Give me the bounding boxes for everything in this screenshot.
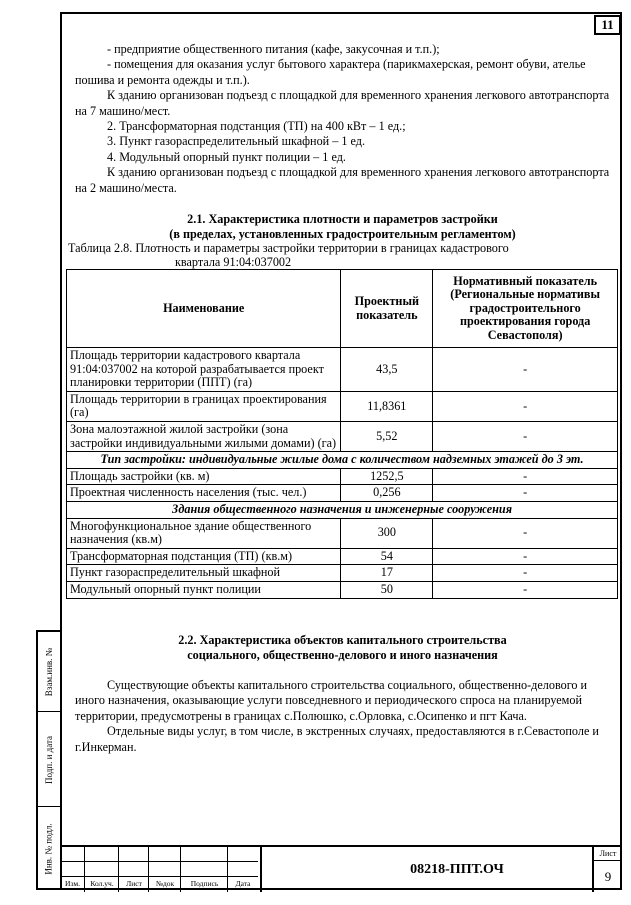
sheet-label: Лист bbox=[594, 849, 622, 861]
document-code: 08218-ППТ.ОЧ bbox=[260, 847, 631, 892]
paragraph: - предприятие общественного питания (кафе, закусочная и т.п.); bbox=[107, 42, 440, 56]
side-label-inv-orig: Инв. № подл. bbox=[44, 822, 54, 875]
table-cell: Пункт газораспределительный шкафной bbox=[67, 565, 341, 582]
side-strip bbox=[36, 630, 60, 890]
table-cell: 300 bbox=[341, 518, 433, 548]
stamp-label: Кол.уч. bbox=[90, 879, 114, 888]
table-cell: 1252,5 bbox=[341, 468, 433, 485]
table-row bbox=[67, 348, 618, 392]
parameters-table bbox=[66, 269, 618, 599]
table-row bbox=[67, 565, 618, 582]
title-block bbox=[60, 845, 622, 890]
table-caption: Таблица 2.8. Плотность и параметры застройки территории в границах кадастрового bbox=[68, 241, 509, 256]
table-cell: Зона малоэтажной жилой застройки (зона застройки индивидуальными жилыми домами) (га) bbox=[67, 421, 341, 451]
table-row bbox=[67, 468, 618, 485]
table-cell: Площадь территории кадастрового квартала 91:04:037002 на которой разрабатывается проект планировки территории (ППТ) (га) bbox=[67, 348, 341, 392]
table-cell: Площадь территории в границах проектирования (га) bbox=[67, 391, 341, 421]
table-header-row bbox=[67, 270, 618, 348]
section-title: 2.2. Характеристика объектов капитального строительства bbox=[178, 633, 507, 647]
section-title: 2.1. Характеристика плотности и параметров застройки bbox=[187, 212, 498, 227]
paragraph: К зданию организован подъезд с площадкой для временного хранения легкового автотранспорта на 7 машино/мест. bbox=[75, 88, 610, 118]
table-header: Наименование bbox=[67, 270, 341, 348]
table-row bbox=[67, 581, 618, 598]
paragraph: К зданию организован подъезд с площадкой для временного хранения легкового автотранспорта на 2 машино/места. bbox=[75, 165, 610, 195]
table-cell: 11,8361 bbox=[341, 391, 433, 421]
table-row bbox=[67, 485, 618, 502]
paragraph: Отдельные виды услуг, в том числе, в экстренных случаях, предоставляются в г.Севастополе и г.Инкерман. bbox=[75, 724, 599, 754]
sheet-box bbox=[592, 847, 622, 892]
table-cell: - bbox=[433, 391, 618, 421]
table-cell: - bbox=[433, 518, 618, 548]
paragraph: 4. Модульный опорный пункт полиции – 1 ед. bbox=[107, 149, 346, 164]
table-caption-cont: квартала 91:04:037002 bbox=[175, 255, 292, 270]
table-cell: 43,5 bbox=[341, 348, 433, 392]
table-row bbox=[67, 391, 618, 421]
side-label-replace-inv: Взам.инв. № bbox=[44, 647, 54, 697]
table-cell: Трансформаторная подстанция (ТП) (кв.м) bbox=[67, 548, 341, 565]
table-cell: - bbox=[433, 468, 618, 485]
table-row bbox=[67, 518, 618, 548]
stamp-label: Дата bbox=[235, 879, 251, 888]
side-label-sign-date: Подп. и дата bbox=[44, 735, 54, 784]
stamp-label: Подпись bbox=[190, 879, 219, 888]
table-cell: 54 bbox=[341, 548, 433, 565]
paragraph: 2. Трансформаторная подстанция (ТП) на 400 кВт – 1 ед.; bbox=[107, 119, 406, 134]
table-cell: Модульный опорный пункт полиции bbox=[67, 581, 341, 598]
table-cell: - bbox=[433, 548, 618, 565]
table-cell: - bbox=[433, 565, 618, 582]
table-cell: Площадь застройки (кв. м) bbox=[67, 468, 341, 485]
table-cell: - bbox=[433, 581, 618, 598]
stamp-label: Лист bbox=[126, 879, 142, 888]
table-cell: Проектная численность населения (тыс. чел.) bbox=[67, 485, 341, 502]
sheet-value: 9 bbox=[604, 869, 612, 884]
table-cell: - bbox=[433, 421, 618, 451]
section-subtitle: социального, общественно-делового и иного назначения bbox=[187, 647, 498, 662]
table-row bbox=[67, 548, 618, 565]
paragraph: 3. Пункт газораспределительный шкафной – 1 ед. bbox=[107, 134, 366, 149]
table-cell: Многофункциональное здание общественного назначения (кв.м) bbox=[67, 518, 341, 548]
table-span-cell: Тип застройки: индивидуальные жилые дома с количеством надземных этажей до 3 эт. bbox=[67, 452, 618, 469]
table-cell: 50 bbox=[341, 581, 433, 598]
table-row bbox=[67, 421, 618, 451]
table-cell: 0,256 bbox=[341, 485, 433, 502]
stamp-label: №док bbox=[155, 879, 175, 888]
sheet-number-top: 11 bbox=[594, 15, 621, 35]
table-span-row bbox=[67, 501, 618, 518]
revision-grid bbox=[60, 847, 258, 892]
table-cell: - bbox=[433, 348, 618, 392]
table-header: Нормативный показатель (Региональные нормативы градостроительного проектирования города Севастополя) bbox=[433, 270, 618, 348]
document-body bbox=[68, 42, 610, 270]
table-cell: 17 bbox=[341, 565, 433, 582]
table-cell: - bbox=[433, 485, 618, 502]
table-span-row bbox=[67, 452, 618, 469]
table-cell: 5,52 bbox=[341, 421, 433, 451]
paragraph: - помещения для оказания услуг бытового характера (парикмахерская, ремонт обуви, ателье пошива и ремонта одежды и т.п.). bbox=[75, 57, 586, 87]
paragraph: Существующие объекты капитального строительства социального, общественно-делового и иного назначения, оказывающие услуги повседневного и периодического спроса на планируемой территории, предусмотрены в границах с.Полюшко, с.Орловка, с.Осипенко и пгт Кача. bbox=[75, 678, 588, 723]
table-span-cell: Здания общественного назначения и инженерные сооружения bbox=[67, 501, 618, 518]
section-subtitle: (в пределах, установленных градостроительным регламентом) bbox=[169, 226, 516, 241]
table-header: Проектный показатель bbox=[341, 270, 433, 348]
stamp-label: Изм. bbox=[65, 879, 80, 888]
section-2 bbox=[75, 633, 610, 755]
